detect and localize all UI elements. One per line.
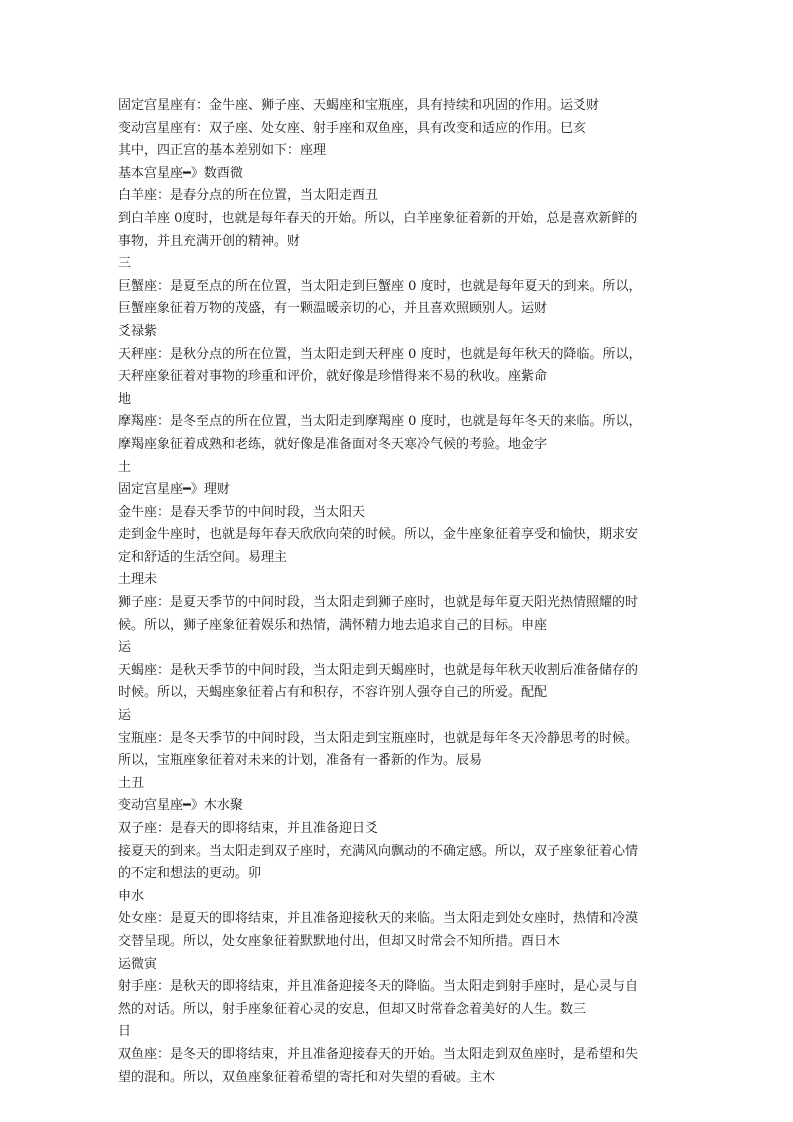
- text-line: 接夏天的到来。当太阳走到双子座时，充满风向飘动的不确定感。所以，双子座象征着心情: [118, 843, 639, 859]
- text-line: 地: [118, 391, 132, 407]
- text-line: 双子座：是春天的即将结束，并且准备迎日爻: [118, 821, 379, 836]
- text-line: 天秤座：是秋分点的所在位置，当太阳走到天秤座 0 度时，也就是每年秋天的降临。所以，: [118, 346, 642, 362]
- text-line: 土: [118, 459, 132, 475]
- text-line: 交替呈现。所以，处女座象征着默默地付出，但却又时常会不知所措。酉日木: [118, 933, 561, 949]
- text-line: 土丑: [118, 775, 145, 791]
- text-line: 事物，并且充满开创的精神。财: [118, 233, 301, 249]
- text-line: 土理未: [118, 572, 158, 588]
- text-line: 望的混和。所以，双鱼座象征着希望的寄托和对失望的看破。主木: [118, 1069, 496, 1085]
- document-body: [118, 95, 683, 1089]
- text-line: 时候。所以，天蝎座象征着占有和积存，不容许别人强夺自己的所爱。配配: [118, 685, 548, 701]
- text-line: 其中，四正宫的基本差别如下：座理: [118, 143, 327, 159]
- text-line: 变动宫星座有：双子座、处女座、射手座和双鱼座，具有改变和适应的作用。巳亥: [118, 120, 587, 136]
- text-line: 运微寅: [118, 956, 158, 972]
- text-line: 所以，宝瓶座象征着对未来的计划，准备有一番新的作为。辰易: [118, 753, 483, 769]
- text-line: 到白羊座 0度时，也就是每年春天的开始。所以，白羊座象征着新的开始，总是喜欢新鲜的: [118, 210, 638, 226]
- text-line: 处女座：是夏天的即将结束，并且准备迎接秋天的来临。当太阳走到处女座时，热情和冷漠: [118, 911, 639, 927]
- text-line: 候。所以，狮子座象征着娱乐和热情，满怀精力地去追求自己的目标。申座: [118, 617, 548, 633]
- text-line: 狮子座：是夏天季节的中间时段，当太阳走到狮子座时，也就是每年夏天阳光热情照耀的时: [118, 595, 639, 611]
- text-line: 宝瓶座：是冬天季节的中间时段，当太阳走到宝瓶座时，也就是每年冬天冷静思考的时候。: [118, 730, 639, 746]
- text-line: 运: [118, 640, 132, 656]
- text-line: 摩羯座：是冬至点的所在位置，当太阳走到摩羯座 0 度时，也就是每年冬天的来临。所以，: [118, 414, 642, 430]
- text-line: 走到金牛座时，也就是每年春天欣欣向荣的时候。所以，金牛座象征着享受和愉快，期求安: [118, 527, 639, 543]
- text-line: 变动宫星座━》木水聚: [118, 798, 243, 814]
- text-line: 巨蟹座象征着万物的茂盛，有一颗温暖亲切的心，并且喜欢照顾别人。运财: [118, 301, 548, 317]
- text-line: 三: [118, 256, 132, 272]
- text-line: 天蝎座：是秋天季节的中间时段，当太阳走到天蝎座时，也就是每年秋天收割后准备储存的: [118, 662, 639, 678]
- text-line: 固定宫星座━》理财: [118, 482, 230, 498]
- text-line: 固定宫星座有：金牛座、狮子座、天蝎座和宝瓶座，具有持续和巩固的作用。运爻财: [118, 98, 600, 113]
- text-line: 运: [118, 708, 132, 724]
- text-line: 的不定和想法的更动。卯: [118, 866, 262, 882]
- text-line: 射手座：是秋天的即将结束，并且准备迎接冬天的降临。当太阳走到射手座时，是心灵与自: [118, 979, 639, 995]
- text-line: 白羊座：是春分点的所在位置，当太阳走酉丑: [118, 188, 379, 204]
- text-line: 爻禄紫: [118, 323, 158, 339]
- text-line: 日: [118, 1024, 132, 1040]
- text-line: 摩羯座象征着成熟和老练，就好像是准备面对冬天寒冷气候的考验。地金字: [118, 436, 548, 452]
- text-line: 金牛座：是春天季节的中间时段，当太阳天: [118, 504, 366, 520]
- text-line: 定和舒适的生活空间。易理主: [118, 549, 288, 565]
- text-line: 然的对话。所以，射手座象征着心灵的安息，但却又时常眷念着美好的人生。数三: [118, 1001, 587, 1017]
- text-line: 双鱼座：是冬天的即将结束，并且准备迎接春天的开始。当太阳走到双鱼座时，是希望和失: [118, 1046, 639, 1062]
- text-line: 申水: [118, 888, 145, 904]
- text-line: 天秤座象征着对事物的珍重和评价，就好像是珍惜得来不易的秋收。座紫命: [118, 369, 548, 385]
- text-line: 巨蟹座：是夏至点的所在位置，当太阳走到巨蟹座 0 度时，也就是每年夏天的到来。所以，: [118, 278, 642, 294]
- text-line: 基本宫星座━》数酉微: [118, 165, 243, 181]
